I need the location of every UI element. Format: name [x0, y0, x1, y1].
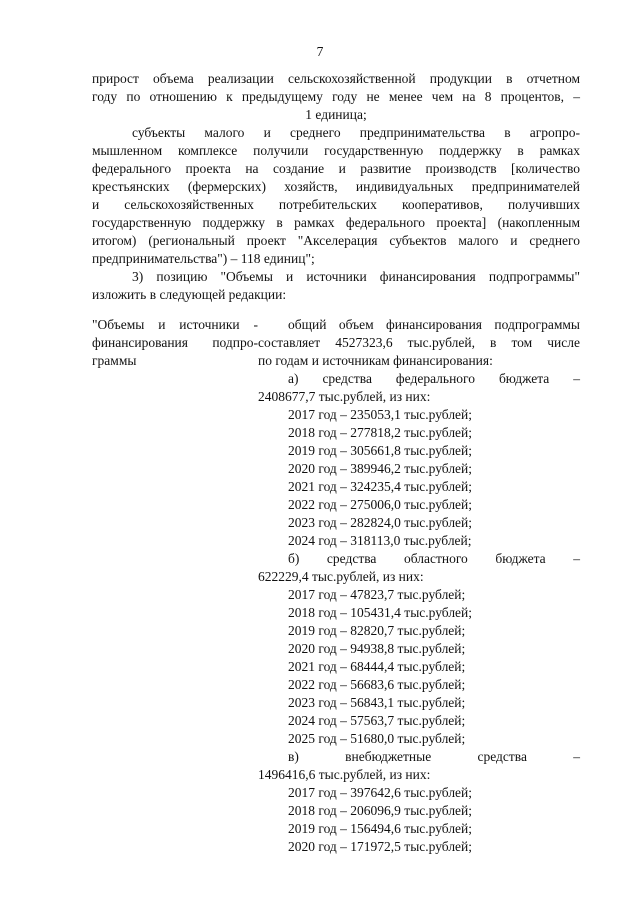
- year-amount: 2017 год – 235053,1 тыс.рублей;: [288, 407, 473, 422]
- year-amount: 2020 год – 171972,5 тыс.рублей;: [288, 839, 473, 854]
- text-line: предпринимательства") – 118 единиц";: [92, 251, 315, 266]
- year-amount: 2019 год – 82820,7 тыс.рублей;: [288, 623, 466, 638]
- header-word: средства: [477, 749, 527, 764]
- total-line: общий объем финансирования подпрограммы: [288, 317, 580, 332]
- year-amount: 2022 год – 275006,0 тыс.рублей;: [288, 497, 473, 512]
- text-line: и сельскохозяйственных потребительских кооперативов, получивших: [92, 197, 580, 212]
- year-amount: 2020 год – 94938,8 тыс.рублей;: [288, 641, 466, 656]
- funding-source-amount: 2408677,7 тыс.рублей, из них:: [258, 389, 431, 404]
- year-amount: 2024 год – 318113,0 тыс.рублей;: [288, 533, 472, 548]
- year-amount: 2021 год – 68444,4 тыс.рублей;: [288, 659, 466, 674]
- total-line: по годам и источникам финансирования:: [258, 353, 493, 368]
- label-line: финансирования подпро-: [92, 335, 258, 350]
- header-word: –: [573, 749, 580, 764]
- funding-label: [92, 316, 258, 370]
- header-word: –: [573, 551, 580, 566]
- funding-source-amount: 622229,4 тыс.рублей, из них:: [258, 569, 424, 584]
- header-word: областного: [403, 551, 468, 566]
- label-line: "Объемы и источники -: [92, 317, 258, 332]
- year-amount: 2018 год – 105431,4 тыс.рублей;: [288, 605, 473, 620]
- year-amount: 2018 год – 206096,9 тыс.рублей;: [288, 803, 473, 818]
- text-line: году по отношению к предыдущему году не менее чем на 8 процентов, –: [92, 89, 580, 104]
- text-line: 1 единица;: [305, 107, 367, 122]
- year-amount: 2019 год – 156494,6 тыс.рублей;: [288, 821, 473, 836]
- year-amount: 2017 год – 47823,7 тыс.рублей;: [288, 587, 466, 602]
- year-amount: 2023 год – 282824,0 тыс.рублей;: [288, 515, 473, 530]
- text-line: федерального проекта на создание и развитие производств [количество: [92, 161, 580, 176]
- funding-source-header: [258, 370, 580, 388]
- header-word: федерального: [395, 371, 475, 386]
- year-amount: 2018 год – 277818,2 тыс.рублей;: [288, 425, 473, 440]
- year-amount: 2019 год – 305661,8 тыс.рублей;: [288, 443, 473, 458]
- paragraph-item-3: [92, 268, 580, 304]
- funding-source-header: [258, 748, 580, 766]
- paragraph-sme: [92, 124, 580, 268]
- funding-details: [258, 316, 580, 856]
- year-amount: 2025 год – 51680,0 тыс.рублей;: [288, 731, 466, 746]
- text-line: государственную поддержку в рамках федерального проекта] (накопленным: [92, 215, 580, 230]
- year-amount: 2022 год – 56683,6 тыс.рублей;: [288, 677, 466, 692]
- header-word: а): [288, 371, 299, 386]
- funding-source-header: [258, 550, 580, 568]
- label-line: граммы: [92, 353, 137, 368]
- text-line: итогом) (региональный проект "Акселерация субъектов малого и среднего: [92, 233, 580, 248]
- header-word: –: [573, 371, 580, 386]
- text-line: прирост объема реализации сельскохозяйственной продукции в отчетном: [92, 71, 580, 86]
- header-word: внебюджетные: [345, 749, 432, 764]
- year-amount: 2017 год – 397642,6 тыс.рублей;: [288, 785, 473, 800]
- header-word: в): [288, 749, 299, 764]
- header-word: средства: [326, 551, 377, 566]
- text-line: крестьянских (фермерских) хозяйств, индивидуальных предпринимателей: [92, 179, 580, 194]
- header-word: средства: [322, 371, 372, 386]
- page-number: 7: [316, 44, 324, 59]
- year-amount: 2024 год – 57563,7 тыс.рублей;: [288, 713, 466, 728]
- text-line: 3) позицию "Объемы и источники финансирования подпрограммы": [132, 269, 580, 284]
- header-word: б): [288, 551, 300, 566]
- year-amount: 2020 год – 389946,2 тыс.рублей;: [288, 461, 473, 476]
- intro-text: [92, 70, 580, 304]
- year-amount: 2021 год – 324235,4 тыс.рублей;: [288, 479, 473, 494]
- text-line: субъекты малого и среднего предпринимательства в агропро-: [132, 125, 580, 140]
- header-word: бюджета: [495, 551, 546, 566]
- funding-source-amount: 1496416,6 тыс.рублей, из них:: [258, 767, 431, 782]
- text-line: изложить в следующей редакции:: [92, 287, 287, 302]
- year-amount: 2023 год – 56843,1 тыс.рублей;: [288, 695, 466, 710]
- total-line: составляет 4527323,6 тыс.рублей, в том числе: [258, 335, 580, 350]
- header-word: бюджета: [498, 371, 550, 386]
- paragraph-growth: [92, 70, 580, 124]
- text-line: мышленном комплексе получили государственную поддержку в рамках: [92, 143, 580, 158]
